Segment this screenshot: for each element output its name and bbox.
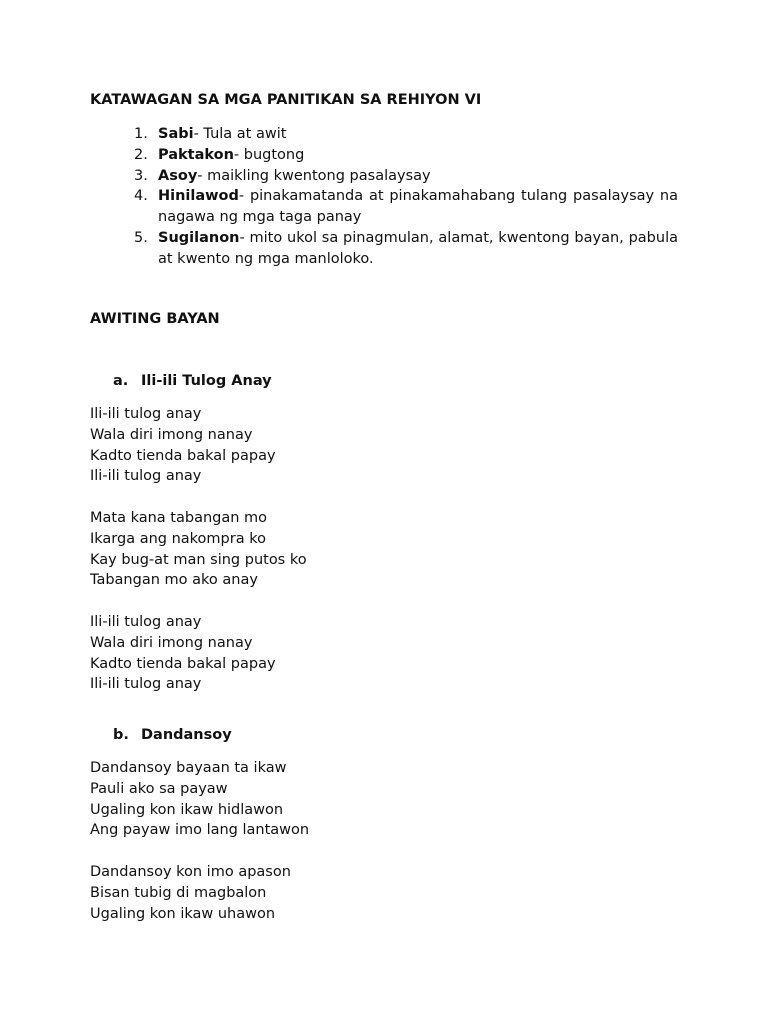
- lyric-line: Kadto tienda bakal papay: [90, 655, 276, 672]
- lyric-line: Dandansoy kon imo apason: [90, 864, 291, 880]
- lyric-line: Ugaling kon ikaw uhawon: [90, 905, 276, 922]
- lyric-line: Kadto tienda bakal papay: [90, 447, 276, 464]
- section-heading-awiting-bayan: AWITING BAYAN: [90, 311, 220, 327]
- song-title-text: Dandansoy: [141, 727, 232, 743]
- item-number: 5.: [134, 229, 148, 246]
- literature-terms-list: [90, 124, 678, 270]
- lyric-line: Kay bug-at man sing putos ko: [90, 551, 307, 568]
- term-name: Asoy: [158, 167, 198, 184]
- item-number: 3.: [134, 167, 148, 184]
- song-a-stanza-1: [90, 404, 276, 487]
- lyric-line: Ikarga ang nakompra ko: [90, 530, 266, 547]
- list-item: [90, 124, 678, 145]
- song-letter: a.: [113, 373, 129, 389]
- lyric-line: Bisan tubig di magbalon: [90, 884, 267, 901]
- item-number: 1.: [134, 126, 148, 142]
- item-number: 2.: [134, 146, 148, 163]
- song-title-dandansoy: [113, 727, 232, 743]
- term-name: Hinilawod: [158, 188, 239, 205]
- list-item: [90, 228, 678, 270]
- document-title: KATAWAGAN SA MGA PANITIKAN SA REHIYON VI: [90, 92, 482, 108]
- song-b-stanza-2: [90, 862, 291, 924]
- item-number: 4.: [134, 188, 148, 205]
- list-item: [90, 145, 678, 166]
- term-description: - mito ukol sa pinagmulan, alamat, kwentong bayan, pabula at kwento ng mga manloloko.: [158, 229, 678, 267]
- lyric-line: Mata kana tabangan mo: [90, 510, 268, 526]
- lyric-line: Wala diri imong nanay: [90, 426, 253, 443]
- lyric-line: Ili-ili tulog anay: [90, 614, 202, 630]
- song-title-text: Ili-ili Tulog Anay: [141, 373, 272, 389]
- lyric-line: Pauli ako sa payaw: [90, 780, 228, 797]
- term-name: Sugilanon: [158, 229, 240, 246]
- lyric-line: Ang payaw imo lang lantawon: [90, 822, 310, 839]
- lyric-line: Ili-ili tulog anay: [90, 406, 202, 422]
- song-b-stanza-1: [90, 758, 309, 841]
- lyric-line: Ili-ili tulog anay: [90, 676, 202, 693]
- list-item: [90, 186, 678, 228]
- song-title-ili-ili: [113, 373, 272, 389]
- song-letter: b.: [113, 727, 129, 743]
- term-description: - pinakamatanda at pinakamahabang tulang pasalaysay na nagawa ng mga taga panay: [158, 188, 678, 226]
- lyric-line: Ugaling kon ikaw hidlawon: [90, 801, 284, 818]
- term-description: - bugtong: [233, 146, 305, 163]
- term-name: Sabi: [158, 126, 194, 142]
- lyric-line: Dandansoy bayaan ta ikaw: [90, 760, 287, 776]
- song-a-stanza-2: [90, 508, 307, 591]
- term-description: - Tula at awit: [193, 126, 287, 142]
- term-name: Paktakon: [158, 146, 234, 163]
- song-a-stanza-3: [90, 612, 276, 695]
- list-item: [90, 166, 678, 187]
- lyric-line: Ili-ili tulog anay: [90, 468, 202, 485]
- term-description: - maikling kwentong pasalaysay: [197, 167, 431, 184]
- lyric-line: Wala diri imong nanay: [90, 634, 253, 651]
- lyric-line: Tabangan mo ako anay: [90, 572, 258, 589]
